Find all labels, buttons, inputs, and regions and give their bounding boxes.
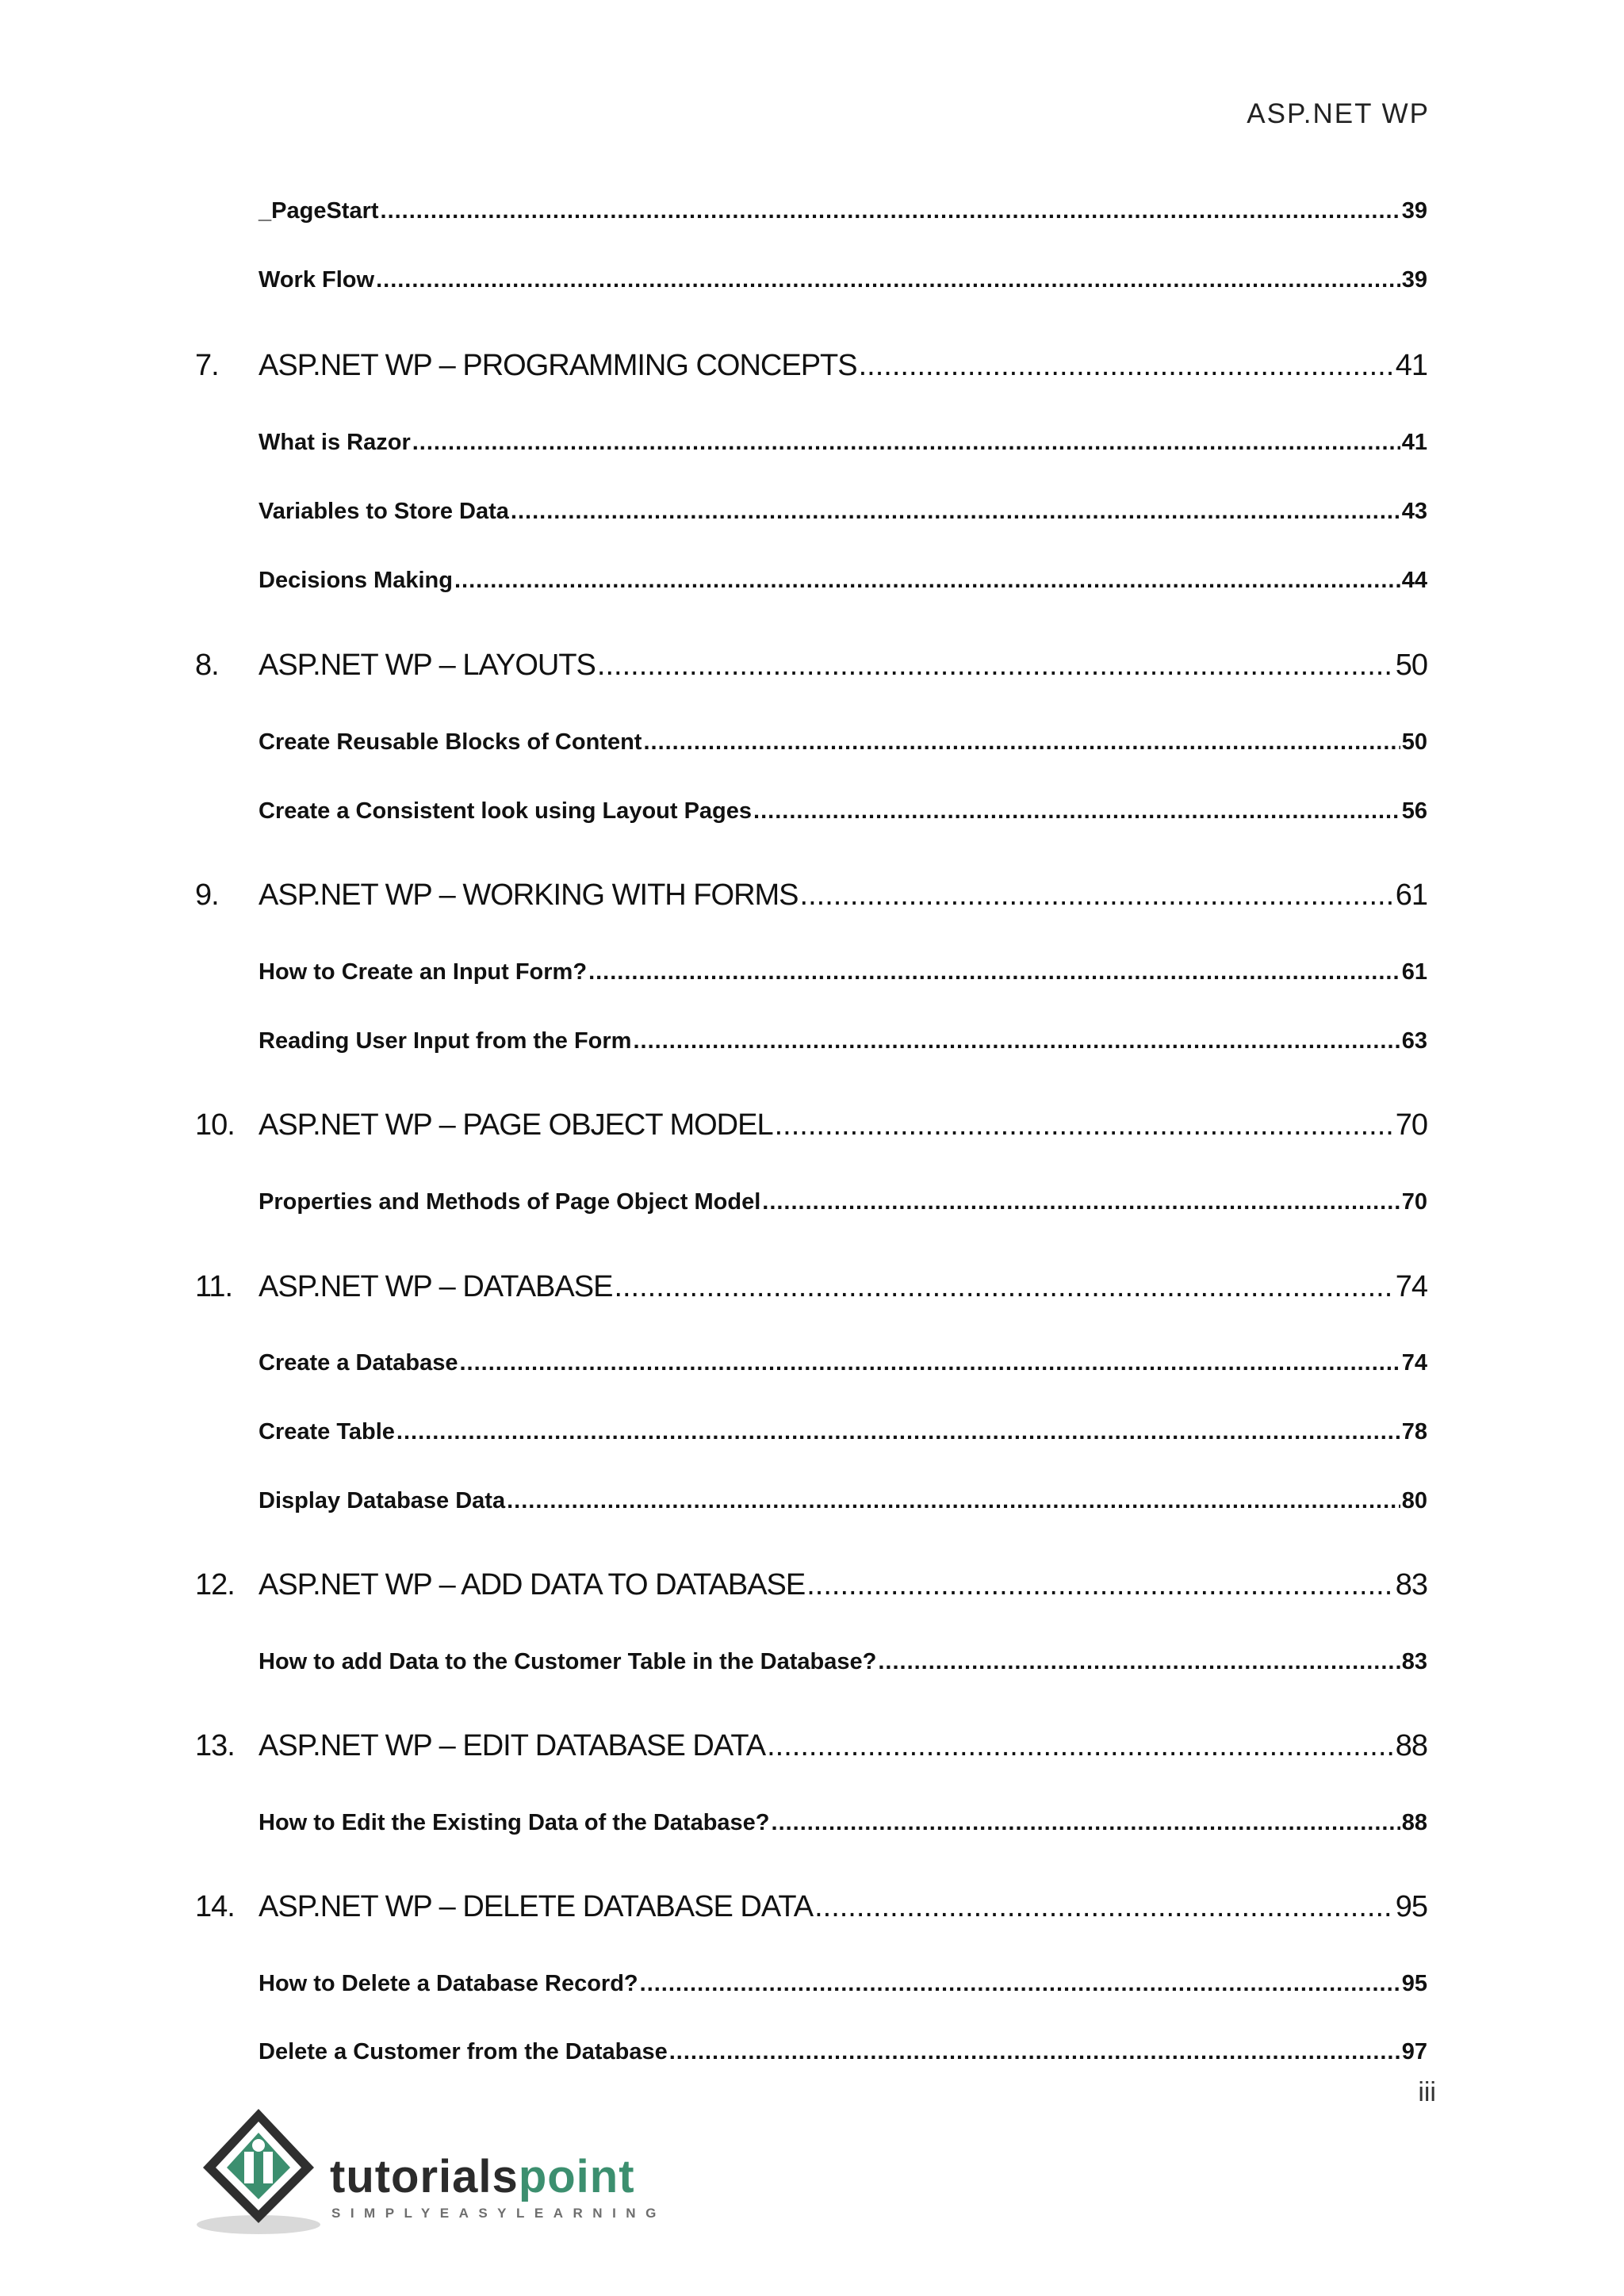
toc-chapter-entry[interactable] xyxy=(195,1890,1427,1924)
toc-section-entry[interactable] xyxy=(259,798,1427,825)
toc-leader-dots xyxy=(614,1270,1393,1304)
toc-entry-label: ASP.NET WP – DELETE DATABASE DATA xyxy=(259,1890,814,1923)
toc-leader-dots xyxy=(643,729,1400,756)
toc-leader-dots xyxy=(459,1350,1400,1376)
toc-section-entry[interactable] xyxy=(259,198,1427,224)
toc-leader-dots xyxy=(878,1649,1400,1675)
toc-page-number: 97 xyxy=(1401,2039,1427,2064)
toc-entry-label: ASP.NET WP – DATABASE xyxy=(259,1270,613,1303)
toc-page-number: 70 xyxy=(1401,1189,1427,1215)
toc-page-number: 74 xyxy=(1401,1350,1427,1376)
toc-entry-label: ASP.NET WP – PAGE OBJECT MODEL xyxy=(259,1108,773,1142)
toc-chapter-number: 8. xyxy=(195,649,219,682)
toc-entry-label: Display Database Data xyxy=(259,1488,506,1513)
toc-chapter-number: 13. xyxy=(195,1729,235,1762)
toc-page-number: 61 xyxy=(1401,959,1427,985)
toc-leader-dots xyxy=(767,1729,1394,1763)
toc-chapter-entry[interactable] xyxy=(195,349,1427,383)
toc-page-number: 95 xyxy=(1395,1890,1427,1923)
toc-entry-label: Create Reusable Blocks of Content xyxy=(259,729,642,755)
toc-page-number: 70 xyxy=(1395,1108,1427,1142)
toc-leader-dots xyxy=(376,267,1400,293)
toc-chapter-number: 14. xyxy=(195,1890,235,1923)
toc-leader-dots xyxy=(775,1108,1394,1142)
toc-section-entry[interactable] xyxy=(259,1419,1427,1445)
toc-entry-label: What is Razor xyxy=(259,430,411,455)
toc-entry-label: Delete a Customer from the Database xyxy=(259,2039,668,2064)
toc-leader-dots xyxy=(412,430,1400,456)
toc-entry-label: How to Delete a Database Record? xyxy=(259,1971,638,1996)
toc-entry-label: How to Edit the Existing Data of the Database? xyxy=(259,1810,770,1835)
toc-chapter-entry[interactable] xyxy=(195,1729,1427,1763)
toc-entry-label: ASP.NET WP – LAYOUTS xyxy=(259,649,596,682)
toc-page-number: 44 xyxy=(1401,568,1427,593)
toc-page-number: 39 xyxy=(1401,198,1427,224)
running-header: ASP.NET WP xyxy=(1247,98,1430,129)
toc-section-entry[interactable] xyxy=(259,1810,1427,1836)
toc-page-number: 88 xyxy=(1401,1810,1427,1835)
toc-section-entry[interactable] xyxy=(259,959,1427,985)
toc-leader-dots xyxy=(511,499,1400,525)
toc-page-number: 56 xyxy=(1401,798,1427,824)
toc-page-number: 50 xyxy=(1401,729,1427,755)
toc-chapter-number: 11. xyxy=(195,1270,233,1303)
toc-entry-label: Properties and Methods of Page Object Model xyxy=(259,1189,761,1215)
toc-leader-dots xyxy=(640,1971,1400,1997)
toc-page-number: 41 xyxy=(1401,430,1427,455)
toc-page-number: 50 xyxy=(1395,649,1427,682)
toc-chapter-entry[interactable] xyxy=(195,878,1427,913)
toc-leader-dots xyxy=(669,2039,1400,2065)
toc-entry-label: ASP.NET WP – PROGRAMMING CONCEPTS xyxy=(259,349,857,382)
toc-page-number: 83 xyxy=(1395,1568,1427,1601)
toc-entry-label: Create a Consistent look using Layout Pages xyxy=(259,798,753,824)
toc-section-entry[interactable] xyxy=(259,1649,1427,1675)
page-number: iii xyxy=(1418,2077,1436,2107)
logo-tagline: SIMPLYEASYLEARNING xyxy=(331,2206,666,2221)
toc-entry-label: Create a Database xyxy=(259,1350,458,1376)
toc-leader-dots xyxy=(753,798,1400,825)
toc-entry-label: How to add Data to the Customer Table in the Database? xyxy=(259,1649,877,1674)
logo-wordmark-accent: point xyxy=(518,2151,635,2202)
toc-chapter-number: 12. xyxy=(195,1568,235,1601)
toc-section-entry[interactable] xyxy=(259,1971,1427,1997)
toc-leader-dots xyxy=(859,349,1394,383)
toc-entry-label: How to Create an Input Form? xyxy=(259,959,588,985)
toc-chapter-number: 10. xyxy=(195,1108,235,1142)
toc-chapter-number: 7. xyxy=(195,349,219,382)
toc-entry-label: Work Flow xyxy=(259,267,375,293)
toc-leader-dots xyxy=(806,1568,1393,1602)
toc-page-number: 80 xyxy=(1401,1488,1427,1513)
toc-chapter-number: 9. xyxy=(195,878,219,912)
toc-chapter-entry[interactable] xyxy=(195,649,1427,683)
toc-section-entry[interactable] xyxy=(259,1488,1427,1514)
logo-wordmark-main: tutorials xyxy=(330,2151,519,2202)
toc-entry-label: ASP.NET WP – EDIT DATABASE DATA xyxy=(259,1729,766,1762)
toc-section-entry[interactable] xyxy=(259,499,1427,525)
toc-page-number: 88 xyxy=(1395,1729,1427,1762)
logo-emblem-icon xyxy=(195,2104,330,2239)
toc-section-entry[interactable] xyxy=(259,2039,1427,2065)
toc-page-number: 63 xyxy=(1401,1028,1427,1054)
toc-chapter-entry[interactable] xyxy=(195,1108,1427,1142)
toc-page-number: 74 xyxy=(1395,1270,1427,1303)
toc-entry-label: ASP.NET WP – ADD DATA TO DATABASE xyxy=(259,1568,806,1601)
toc-page-number: 43 xyxy=(1401,499,1427,524)
toc-section-entry[interactable] xyxy=(259,430,1427,456)
toc-page-number: 83 xyxy=(1401,1649,1427,1674)
toc-leader-dots xyxy=(454,568,1400,594)
toc-entry-label: Variables to Store Data xyxy=(259,499,509,524)
toc-section-entry[interactable] xyxy=(259,1350,1427,1376)
toc-leader-dots xyxy=(762,1189,1400,1215)
toc-leader-dots xyxy=(597,649,1394,683)
toc-section-entry[interactable] xyxy=(259,267,1427,293)
tutorialspoint-logo xyxy=(195,2104,671,2239)
logo-wordmark xyxy=(330,2150,635,2203)
toc-page-number: 61 xyxy=(1395,878,1427,912)
toc-section-entry[interactable] xyxy=(259,1189,1427,1215)
toc-page-number: 95 xyxy=(1401,1971,1427,1996)
toc-chapter-entry[interactable] xyxy=(195,1270,1427,1304)
toc-entry-label: ASP.NET WP – WORKING WITH FORMS xyxy=(259,878,799,912)
toc-leader-dots xyxy=(814,1890,1394,1924)
toc-entry-label: Reading User Input from the Form xyxy=(259,1028,632,1054)
toc-leader-dots xyxy=(396,1419,1400,1445)
toc-page-number: 78 xyxy=(1401,1419,1427,1445)
toc-entry-label: _PageStart xyxy=(259,198,379,224)
toc-chapter-entry[interactable] xyxy=(195,1568,1427,1602)
toc-leader-dots xyxy=(588,959,1400,985)
toc-page-number: 39 xyxy=(1401,267,1427,293)
toc-page-number: 41 xyxy=(1395,349,1427,382)
toc-leader-dots xyxy=(633,1028,1400,1054)
toc-leader-dots xyxy=(772,1810,1400,1836)
toc-leader-dots xyxy=(381,198,1400,224)
toc-leader-dots xyxy=(800,878,1394,913)
toc-section-entry[interactable] xyxy=(259,568,1427,594)
toc-entry-label: Decisions Making xyxy=(259,568,453,593)
toc-section-entry[interactable] xyxy=(259,1028,1427,1054)
toc-entry-label: Create Table xyxy=(259,1419,395,1445)
toc-leader-dots xyxy=(507,1488,1400,1514)
toc-section-entry[interactable] xyxy=(259,729,1427,756)
